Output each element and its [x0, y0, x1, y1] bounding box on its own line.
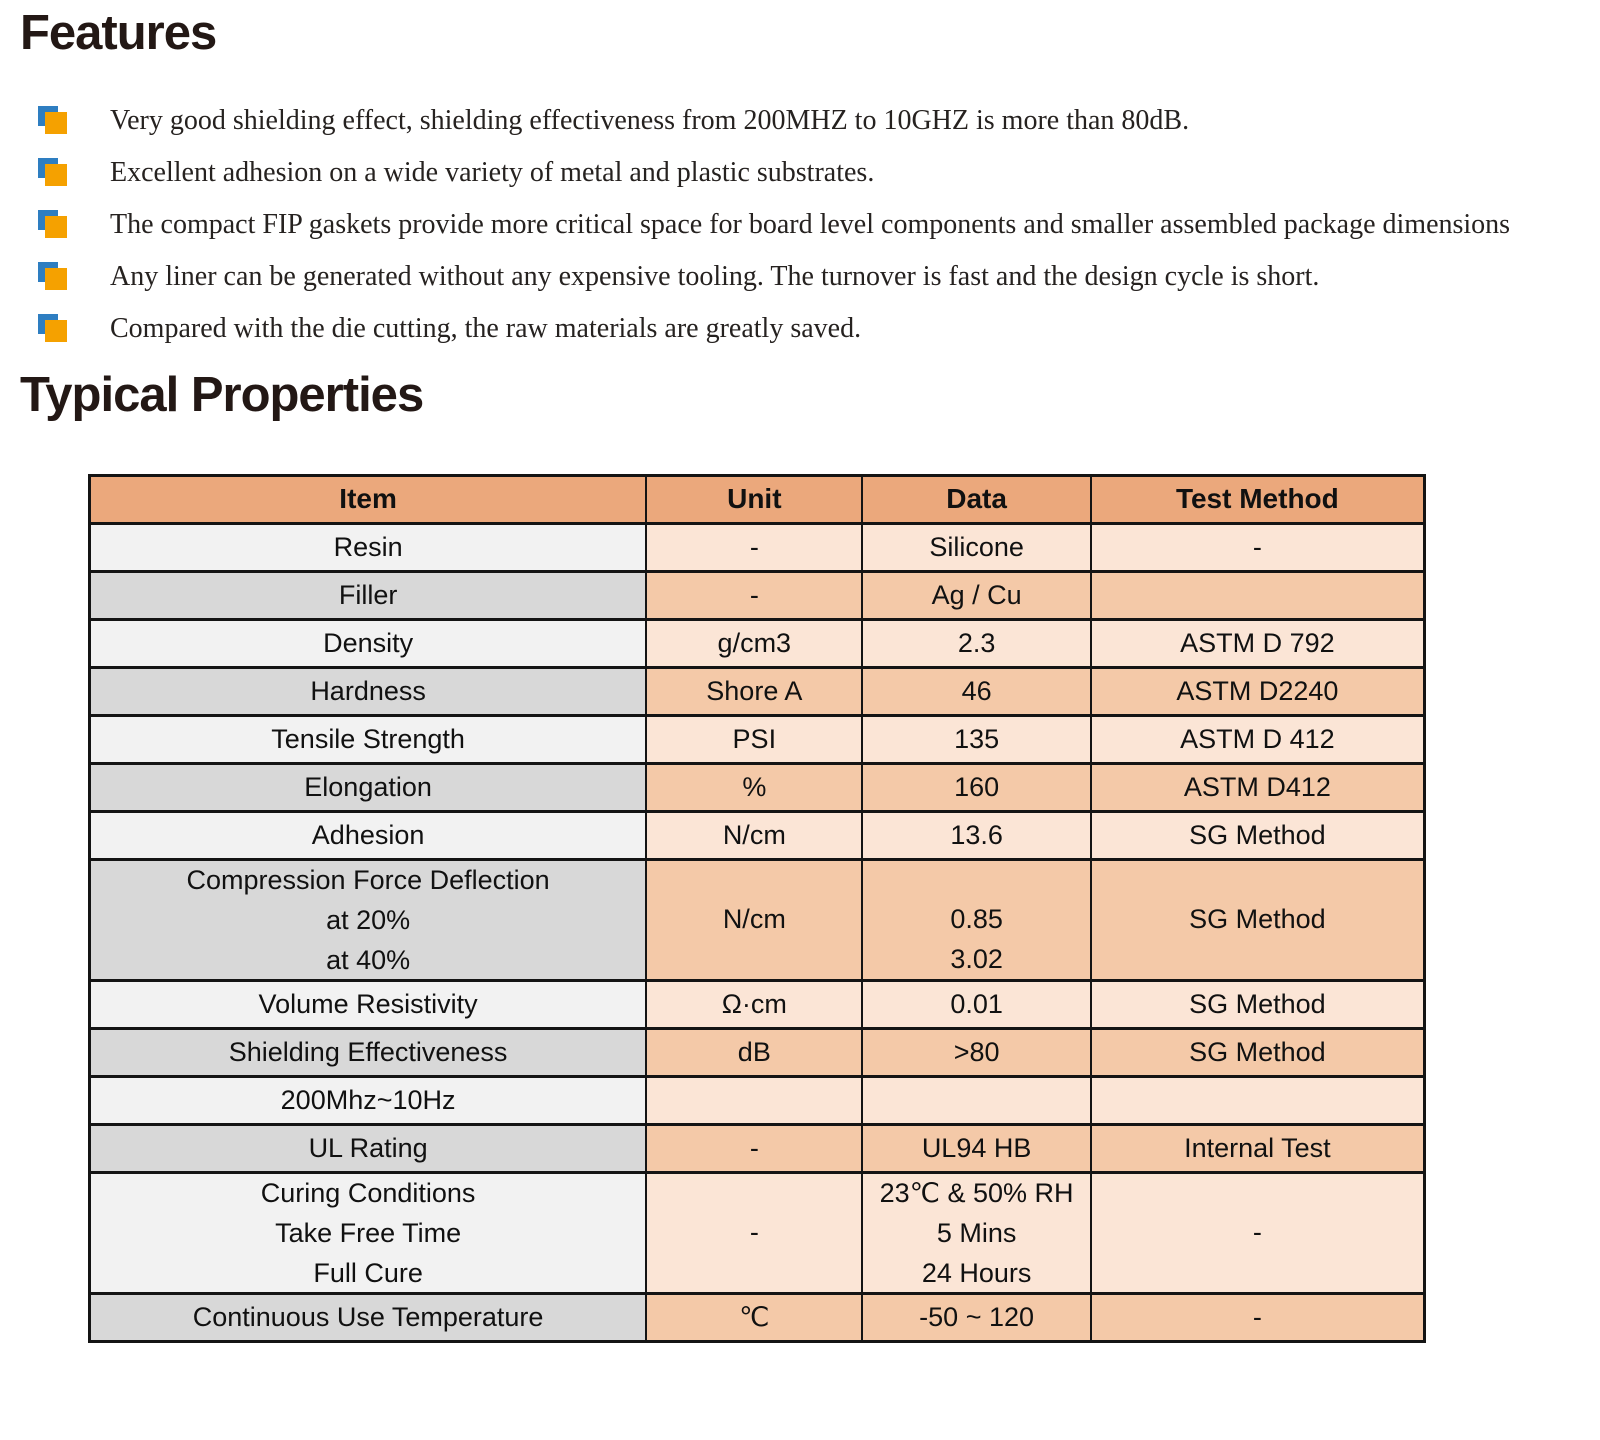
table-row — [90, 571, 1425, 619]
cell-test: - — [1091, 1172, 1425, 1293]
cell-item-line: Take Free Time — [275, 1217, 462, 1248]
cell-data — [862, 1172, 1090, 1293]
table-row — [90, 715, 1425, 763]
feature-item — [0, 95, 1600, 147]
feature-item — [0, 199, 1600, 251]
feature-text: Excellent adhesion on a wide variety of metal and plastic substrates. — [110, 156, 875, 188]
cell-test — [1091, 1076, 1425, 1124]
cell-item — [90, 1172, 647, 1293]
cell-unit: - — [646, 571, 862, 619]
cell-item-line: Compression Force Deflection — [186, 864, 550, 895]
cell-data — [862, 1076, 1090, 1124]
feature-item — [0, 303, 1600, 355]
cell-item-line: at 20% — [326, 904, 411, 935]
feature-text: Any liner can be generated without any expensive tooling. The turnover is fast and the design cycle is short. — [110, 260, 1320, 292]
features-list — [0, 95, 1600, 355]
cell-unit: - — [646, 523, 862, 571]
table-header-row — [90, 475, 1425, 523]
cell-unit: ℃ — [646, 1293, 862, 1341]
cell-data — [862, 859, 1090, 980]
cell-data-line: 0.85 — [950, 903, 1003, 934]
bullet-orange-layer — [45, 112, 67, 134]
column-header-item: Item — [90, 475, 647, 523]
typical-properties-heading: Typical Properties — [20, 367, 424, 422]
cell-item: Adhesion — [90, 811, 647, 859]
cell-data: 160 — [862, 763, 1090, 811]
cell-test — [1091, 571, 1425, 619]
feature-text: Very good shielding effect, shielding effectiveness from 200MHZ to 10GHZ is more than 80dB. — [110, 104, 1190, 136]
cell-item: Tensile Strength — [90, 715, 647, 763]
cell-item: Resin — [90, 523, 647, 571]
cell-data: 46 — [862, 667, 1090, 715]
cell-test: - — [1091, 1293, 1425, 1341]
cell-data-line: 5 Mins — [936, 1217, 1017, 1248]
bullet-orange-layer — [45, 216, 67, 238]
cell-unit: Shore A — [646, 667, 862, 715]
square-bullet-icon — [38, 210, 68, 240]
square-bullet-icon — [38, 158, 68, 188]
square-bullet-icon — [38, 262, 68, 292]
cell-unit: Ω·cm — [646, 980, 862, 1028]
cell-data: 13.6 — [862, 811, 1090, 859]
cell-data: 0.01 — [862, 980, 1090, 1028]
cell-item: Shielding Effectiveness — [90, 1028, 647, 1076]
square-bullet-icon — [38, 106, 68, 136]
cell-data: 2.3 — [862, 619, 1090, 667]
square-bullet-icon — [38, 314, 68, 344]
table-row — [90, 763, 1425, 811]
cell-data-line: 3.02 — [950, 943, 1003, 974]
column-header-unit: Unit — [646, 475, 862, 523]
cell-test: SG Method — [1091, 980, 1425, 1028]
cell-data: Ag / Cu — [862, 571, 1090, 619]
cell-data: UL94 HB — [862, 1124, 1090, 1172]
cell-item: Filler — [90, 571, 647, 619]
cell-test: - — [1091, 523, 1425, 571]
feature-text: The compact FIP gaskets provide more critical space for board level components and smaller assembled package dimensions — [110, 208, 1511, 240]
table-row — [90, 523, 1425, 571]
cell-item-line: at 40% — [326, 944, 411, 975]
features-heading: Features — [20, 6, 217, 60]
table-row — [90, 980, 1425, 1028]
column-header-data: Data — [862, 475, 1090, 523]
cell-item-line: Full Cure — [313, 1257, 423, 1288]
column-header-test-method: Test Method — [1091, 475, 1425, 523]
cell-test: Internal Test — [1091, 1124, 1425, 1172]
table-row — [90, 1124, 1425, 1172]
feature-text: Compared with the die cutting, the raw materials are greatly saved. — [110, 312, 862, 344]
table-row — [90, 1028, 1425, 1076]
cell-test: ASTM D 412 — [1091, 715, 1425, 763]
feature-item — [0, 147, 1600, 199]
cell-item — [90, 859, 647, 980]
cell-item: Volume Resistivity — [90, 980, 647, 1028]
cell-item: Elongation — [90, 763, 647, 811]
table-row — [90, 1076, 1425, 1124]
cell-data: 135 — [862, 715, 1090, 763]
cell-item-line: Curing Conditions — [260, 1177, 476, 1208]
cell-unit: PSI — [646, 715, 862, 763]
bullet-orange-layer — [45, 164, 67, 186]
feature-item — [0, 251, 1600, 303]
cell-unit: dB — [646, 1028, 862, 1076]
cell-item: Continuous Use Temperature — [90, 1293, 647, 1341]
cell-test: SG Method — [1091, 1028, 1425, 1076]
datasheet-page — [0, 6, 1600, 1440]
cell-test: ASTM D 792 — [1091, 619, 1425, 667]
table-row — [90, 619, 1425, 667]
bullet-orange-layer — [45, 268, 67, 290]
table-row-curing-conditions — [90, 1172, 1425, 1293]
cell-test: ASTM D412 — [1091, 763, 1425, 811]
cell-item: 200Mhz~10Hz — [90, 1076, 647, 1124]
cell-data: Silicone — [862, 523, 1090, 571]
cell-unit: - — [646, 1172, 862, 1293]
cell-data-line: 24 Hours — [921, 1257, 1032, 1288]
cell-item: UL Rating — [90, 1124, 647, 1172]
bullet-orange-layer — [45, 320, 67, 342]
cell-unit — [646, 1076, 862, 1124]
cell-item: Density — [90, 619, 647, 667]
table-row — [90, 667, 1425, 715]
cell-data-line: 23℃ & 50% RH — [879, 1177, 1074, 1208]
cell-item: Hardness — [90, 667, 647, 715]
cell-data: >80 — [862, 1028, 1090, 1076]
cell-unit: - — [646, 1124, 862, 1172]
cell-unit: % — [646, 763, 862, 811]
table-row — [90, 1293, 1425, 1341]
cell-unit: N/cm — [646, 811, 862, 859]
cell-test: SG Method — [1091, 811, 1425, 859]
table-row-compression-force — [90, 859, 1425, 980]
cell-unit: N/cm — [646, 859, 862, 980]
cell-data: -50 ~ 120 — [862, 1293, 1090, 1341]
table-row — [90, 811, 1425, 859]
cell-unit: g/cm3 — [646, 619, 862, 667]
cell-test: ASTM D2240 — [1091, 667, 1425, 715]
cell-test: SG Method — [1091, 859, 1425, 980]
properties-table — [88, 474, 1426, 1343]
